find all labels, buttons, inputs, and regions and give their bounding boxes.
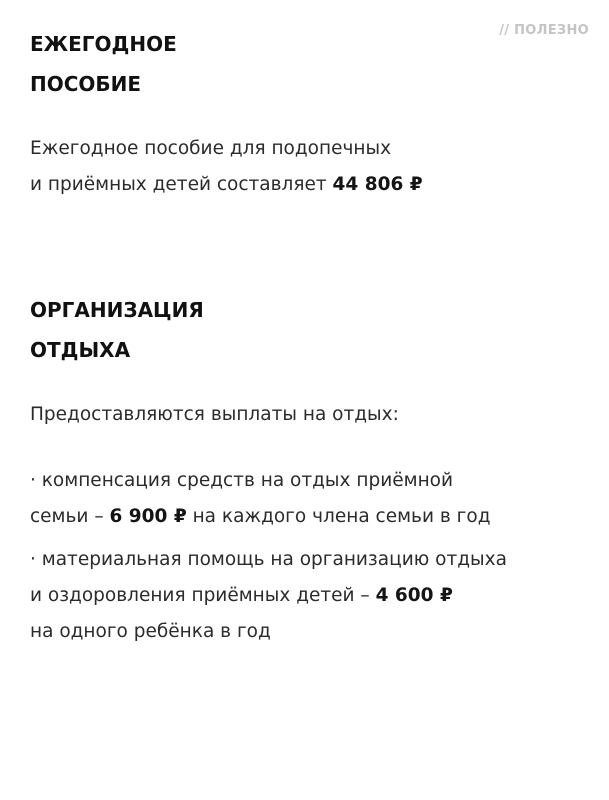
compensation-amount: 6 900 ₽	[109, 506, 187, 527]
title-line: ОТДЫХА	[30, 338, 131, 362]
text-line	[30, 578, 507, 614]
text-line: Ежегодное пособие для подопечных	[30, 138, 392, 159]
allowance-amount: 44 806 ₽	[332, 174, 423, 195]
text-line: Предоставляются выплаты на отдых:	[30, 404, 399, 425]
section-title-recreation	[30, 290, 204, 370]
text-line: · материальная помощь на организацию отдыха	[30, 549, 507, 570]
section-title-annual-allowance	[30, 24, 177, 104]
text-line	[30, 499, 490, 535]
annual-allowance-text	[30, 131, 423, 203]
title-line: ОРГАНИЗАЦИЯ	[30, 298, 204, 322]
title-line: ЕЖЕГОДНОЕ	[30, 32, 177, 56]
text-fragment: и оздоровления приёмных детей –	[30, 585, 376, 606]
recreation-item-material-aid	[30, 542, 507, 650]
text-line	[30, 167, 423, 203]
material-aid-amount: 4 600 ₽	[375, 585, 453, 606]
category-tag: // ПОЛЕЗНО	[499, 23, 589, 38]
text-fragment: на каждого члена семьи в год	[186, 506, 491, 527]
recreation-intro	[30, 397, 399, 433]
recreation-item-compensation	[30, 463, 490, 535]
text-fragment: семьи –	[30, 506, 110, 527]
text-fragment: и приёмных детей составляет	[30, 174, 333, 195]
title-line: ПОСОБИЕ	[30, 72, 142, 96]
text-line: на одного ребёнка в год	[30, 621, 271, 642]
text-line: · компенсация средств на отдых приёмной	[30, 470, 454, 491]
